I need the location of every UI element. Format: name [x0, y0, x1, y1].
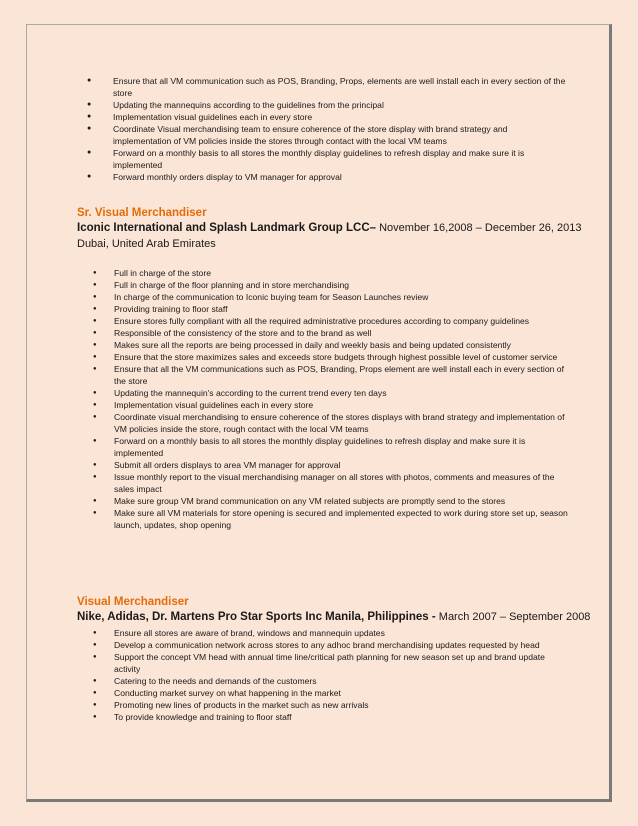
list-item: ● Make sure group VM brand communication on any VM related subjects are promptly send to the stores — [93, 495, 573, 507]
list-item: ● Implementation visual guidelines each in every store — [87, 111, 567, 123]
list-item: ● Makes sure all the reports are being processed in daily and weekly basis and being updated consistently — [93, 339, 573, 351]
list-item: ● Forward monthly orders display to VM manager for approval — [87, 171, 567, 183]
list-item: ● Issue monthly report to the visual merchandising manager on all stores with photos, comments and measures of the sales impact — [93, 471, 573, 495]
list-item: ● Make sure all VM materials for store opening is secured and implemented expected to work during store set up, season launch, updates, shop opening — [93, 507, 573, 531]
job-title-sr-visual-merchandiser: Sr. Visual Merchandiser — [77, 207, 207, 219]
employer-location: Dubai, United Arab Emirates — [77, 238, 216, 250]
employer-line — [77, 611, 597, 623]
list-item: ● Coordinate Visual merchandising team to ensure coherence of the store display with brand strategy and implementation of VM policies inside the stores through contact with the local VM teams — [87, 123, 567, 147]
employer-name: Nike, Adidas, Dr. Martens Pro Star Sports Inc Manila, Philippines - — [77, 611, 436, 623]
list-item: ● Updating the mannequins according to the guidelines from the principal — [87, 99, 567, 111]
list-item: ● Ensure all stores are aware of brand, windows and mannequin updates — [93, 627, 573, 639]
previous-job-duties-list — [87, 75, 567, 183]
list-item: ● Support the concept VM head with annual time line/critical path planning for new season set up and brand update activity — [93, 651, 573, 675]
employer-line — [77, 222, 597, 234]
employment-dates: March 2007 – September 2008 — [435, 611, 591, 623]
list-item: ● Catering to the needs and demands of the customers — [93, 675, 573, 687]
list-item: ● Ensure that the store maximizes sales and exceeds store budgets through highest possible level of customer service — [93, 351, 573, 363]
list-item: ● Forward on a monthly basis to all stores the monthly display guidelines to refresh display and make sure it is implemented — [93, 435, 573, 459]
list-item: ● Providing training to floor staff — [93, 303, 573, 315]
visual-merchandiser-duties-list — [93, 627, 573, 723]
list-item: ● Conducting market survey on what happening in the market — [93, 687, 573, 699]
list-item: ● Updating the mannequin's according to the current trend every ten days — [93, 387, 573, 399]
employment-dates: November 16,2008 – December 26, 2013 — [376, 222, 582, 234]
job-title-visual-merchandiser: Visual Merchandiser — [77, 596, 189, 608]
list-item: ● Implementation visual guidelines each in every store — [93, 399, 573, 411]
list-item: ● Coordinate visual merchandising to ensure coherence of the stores displays with brand strategy and implementation of VM policies inside the store, rough contact with the local VM teams — [93, 411, 573, 435]
list-item: ● Full in charge of the store — [93, 267, 573, 279]
list-item: ● Ensure stores fully compliant with all the required administrative procedures according to company guidelines — [93, 315, 573, 327]
list-item: ● Forward on a monthly basis to all stores the monthly display guidelines to refresh display and make sure it is implemented — [87, 147, 567, 171]
list-item: ● In charge of the communication to Iconic buying team for Season Launches review — [93, 291, 573, 303]
list-item: ● Develop a communication network across stores to any adhoc brand merchandising updates requested by head — [93, 639, 573, 651]
list-item: ● To provide knowledge and training to floor staff — [93, 711, 573, 723]
list-item: ● Responsible of the consistency of the store and to the brand as well — [93, 327, 573, 339]
list-item: ● Submit all orders displays to area VM manager for approval — [93, 459, 573, 471]
list-item: ● Promoting new lines of products in the market such as new arrivals — [93, 699, 573, 711]
list-item: ● Ensure that all the VM communications such as POS, Branding, Props element are well install each in every section of the store — [93, 363, 573, 387]
employer-name: Iconic International and Splash Landmark Group LCC– — [77, 222, 377, 234]
sr-visual-merchandiser-duties-list — [93, 267, 573, 531]
list-item: ● Full in charge of the floor planning and in store merchandising — [93, 279, 573, 291]
list-item: ● Ensure that all VM communication such as POS, Branding, Props, elements are well install each in every section of the store — [87, 75, 567, 99]
